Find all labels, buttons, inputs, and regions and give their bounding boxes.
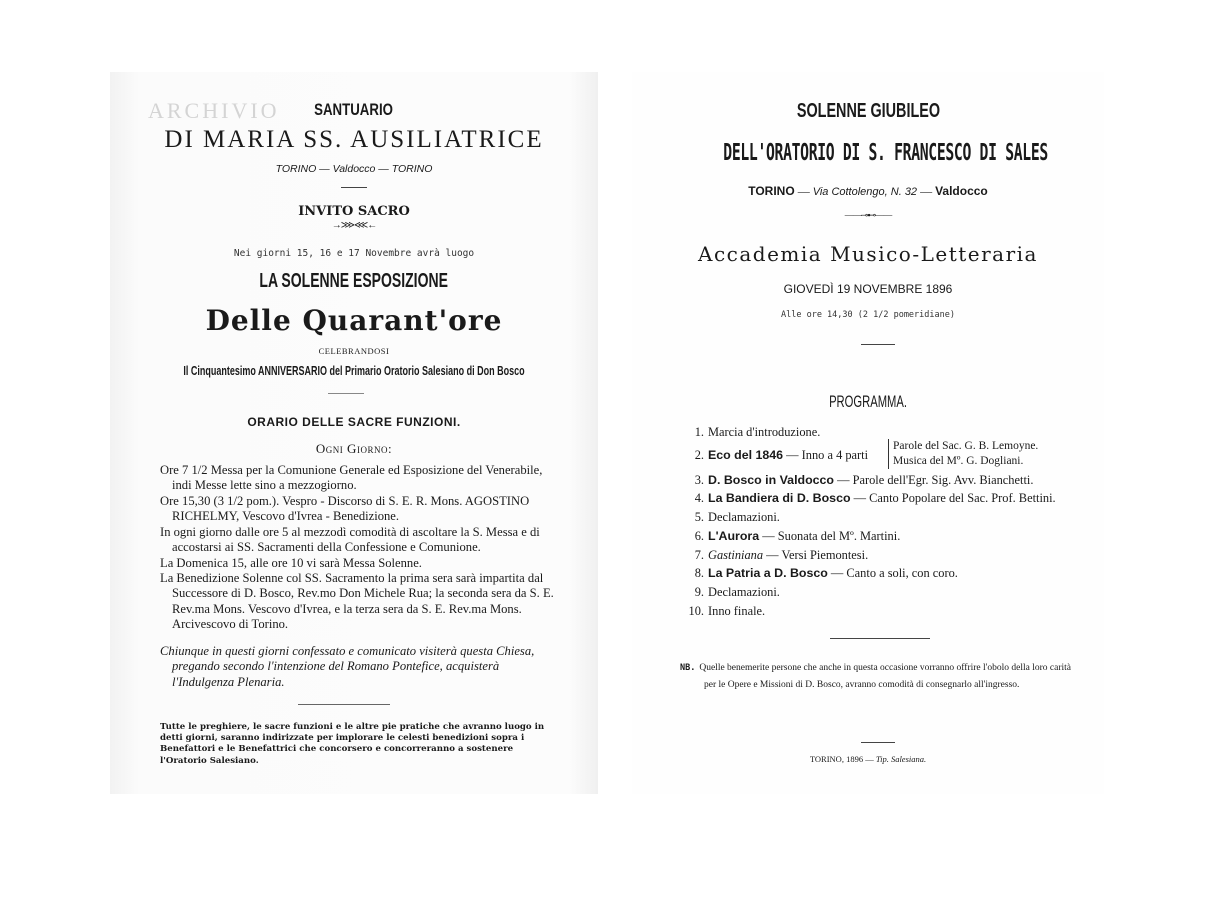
schedule-paragraph: La Benedizione Solenne col SS. Sacramento la prima sera sarà impartita dal Successore di D. Bosco, Rev.mo Don Michele Rua; la seconda sera da S. E. Rev.ma Mons. Vescovo d'Ivrea, e la terza sera da S. E. Rev.ma Mons. Arcivescovo di Torino.: [160, 571, 554, 632]
left-page-santuario: [110, 72, 598, 794]
event-date: GIOVEDÌ 19 NOVEMBRE 1896: [783, 282, 953, 296]
schedule-paragraph: La Domenica 15, alle ore 10 vi sarà Messa Solenne.: [160, 556, 422, 570]
schedule-paragraph: In ogni giorno dalle ore 5 al mezzodì comodità di ascoltare la S. Messa e di accostarsi ai SS. Sacramenti della Confessione e Comunione.: [160, 525, 540, 555]
ornament-left: →⋙⋘←: [331, 220, 377, 231]
program-item: 10. Inno finale.: [688, 604, 766, 618]
program-item: 5. Declamazioni.: [694, 510, 780, 524]
address-line: TORINO — Via Cottolengo, N. 32 — Valdocco: [748, 184, 988, 198]
santuario-heading: SANTUARIO: [314, 100, 394, 119]
divider: [861, 742, 895, 743]
divider: [298, 704, 390, 705]
program-item: 7. Gastiniana — Versi Piemontesi.: [694, 548, 869, 562]
divider: [341, 187, 367, 188]
program-item: 4. La Bandiera di D. Bosco — Canto Popolare del Sac. Prof. Bettini.: [694, 491, 1056, 505]
schedule-paragraph: Ore 7 1/2 Messa per la Comunione Generale ed Esposizione del Venerabile, indi Messe lette sino a mezzogiorno.: [160, 463, 543, 493]
right-page-giubileo: [632, 72, 1104, 794]
program-credits: Parole del Sac. G. B. Lemoyne. Musica del Mº. G. Dogliani.: [888, 439, 1038, 469]
oratorio-title: DELL'ORATORIO DI S. FRANCESCO DI SALES: [723, 140, 1048, 166]
divider: [328, 393, 364, 394]
maria-ausiliatrice-title: DI MARIA SS. AUSILIATRICE: [164, 126, 544, 153]
celebrandosi-label: CELEBRANDOSI: [318, 346, 390, 356]
location-line: TORINO — Valdocco — TORINO: [275, 163, 433, 175]
program-item: 1. Marcia d'introduzione.: [694, 425, 821, 439]
program-item: 9. Declamazioni.: [694, 585, 780, 599]
nb-note: NB. Quelle benemerite persone che anche in questa occasione vorranno offrire l'obolo della loro carità per le Opere e Missioni di D. Bosco, avranno comodità di consegnarlo all'ingresso.: [680, 663, 1071, 690]
schedule-paragraph: Ore 15,30 (3 1/2 pom.). Vespro - Discorso di S. E. R. Mons. AGOSTINO RICHELMY, Vescovo d'Ivrea - Benedizione.: [160, 494, 530, 524]
program-item: 8. La Patria a D. Bosco — Canto a soli, con coro.: [694, 566, 958, 580]
quarantore-title: Delle Quarant'ore: [205, 304, 503, 337]
indulgenza-note: Chiunque in questi giorni confessato e comunicato visiterà questa Chiesa, pregando secondo l'intenzione del Romano Pontefice, acquisterà l'Indulgenza Plenaria.: [160, 644, 535, 689]
invito-sacro-heading: INVITO SACRO: [298, 204, 410, 219]
ornament-right: ——⊸⊷——: [844, 210, 892, 220]
programma-heading: PROGRAMMA.: [829, 392, 907, 411]
ogni-giorno-label: Ogni Giorno:: [315, 441, 393, 456]
program-item: 2. Eco del 1846 — Inno a 4 parti: [694, 448, 869, 462]
event-time: Alle ore 14,30 (2 1/2 pomeridiane): [781, 310, 955, 320]
divider: [861, 344, 895, 345]
giubileo-heading: SOLENNE GIUBILEO: [796, 100, 940, 122]
program-item: 3. D. Bosco in Valdocco — Parole dell'Egr. Sig. Avv. Bianchetti.: [694, 473, 1034, 487]
accademia-title: Accademia Musico-Letteraria: [698, 242, 1038, 266]
program-item: 6. L'Aurora — Suonata del Mº. Martini.: [694, 529, 901, 543]
anniversario-line: Il Cinquantesimo ANNIVERSARIO del Primario Oratorio Salesiano di Don Bosco: [183, 364, 525, 378]
archive-stamp: ARCHIVIO: [148, 98, 280, 123]
footer-note: Tutte le preghiere, le sacre funzioni e le altre pie pratiche che avranno luogo in detti giorni, saranno indirizzate per implorare le celesti benedizioni sopra i Benefattori e le Benefattrici che concorsero e concorreranno a sostenere l'Oratorio Salesiano.: [160, 722, 545, 766]
dates-line: Nei giorni 15, 16 e 17 Novembre avrà luogo: [233, 248, 475, 259]
divider: [830, 638, 930, 639]
orario-heading: ORARIO DELLE SACRE FUNZIONI.: [247, 415, 461, 429]
imprint: TORINO, 1896 — Tip. Salesiana.: [809, 754, 927, 764]
esposizione-heading: LA SOLENNE ESPOSIZIONE: [259, 270, 449, 292]
